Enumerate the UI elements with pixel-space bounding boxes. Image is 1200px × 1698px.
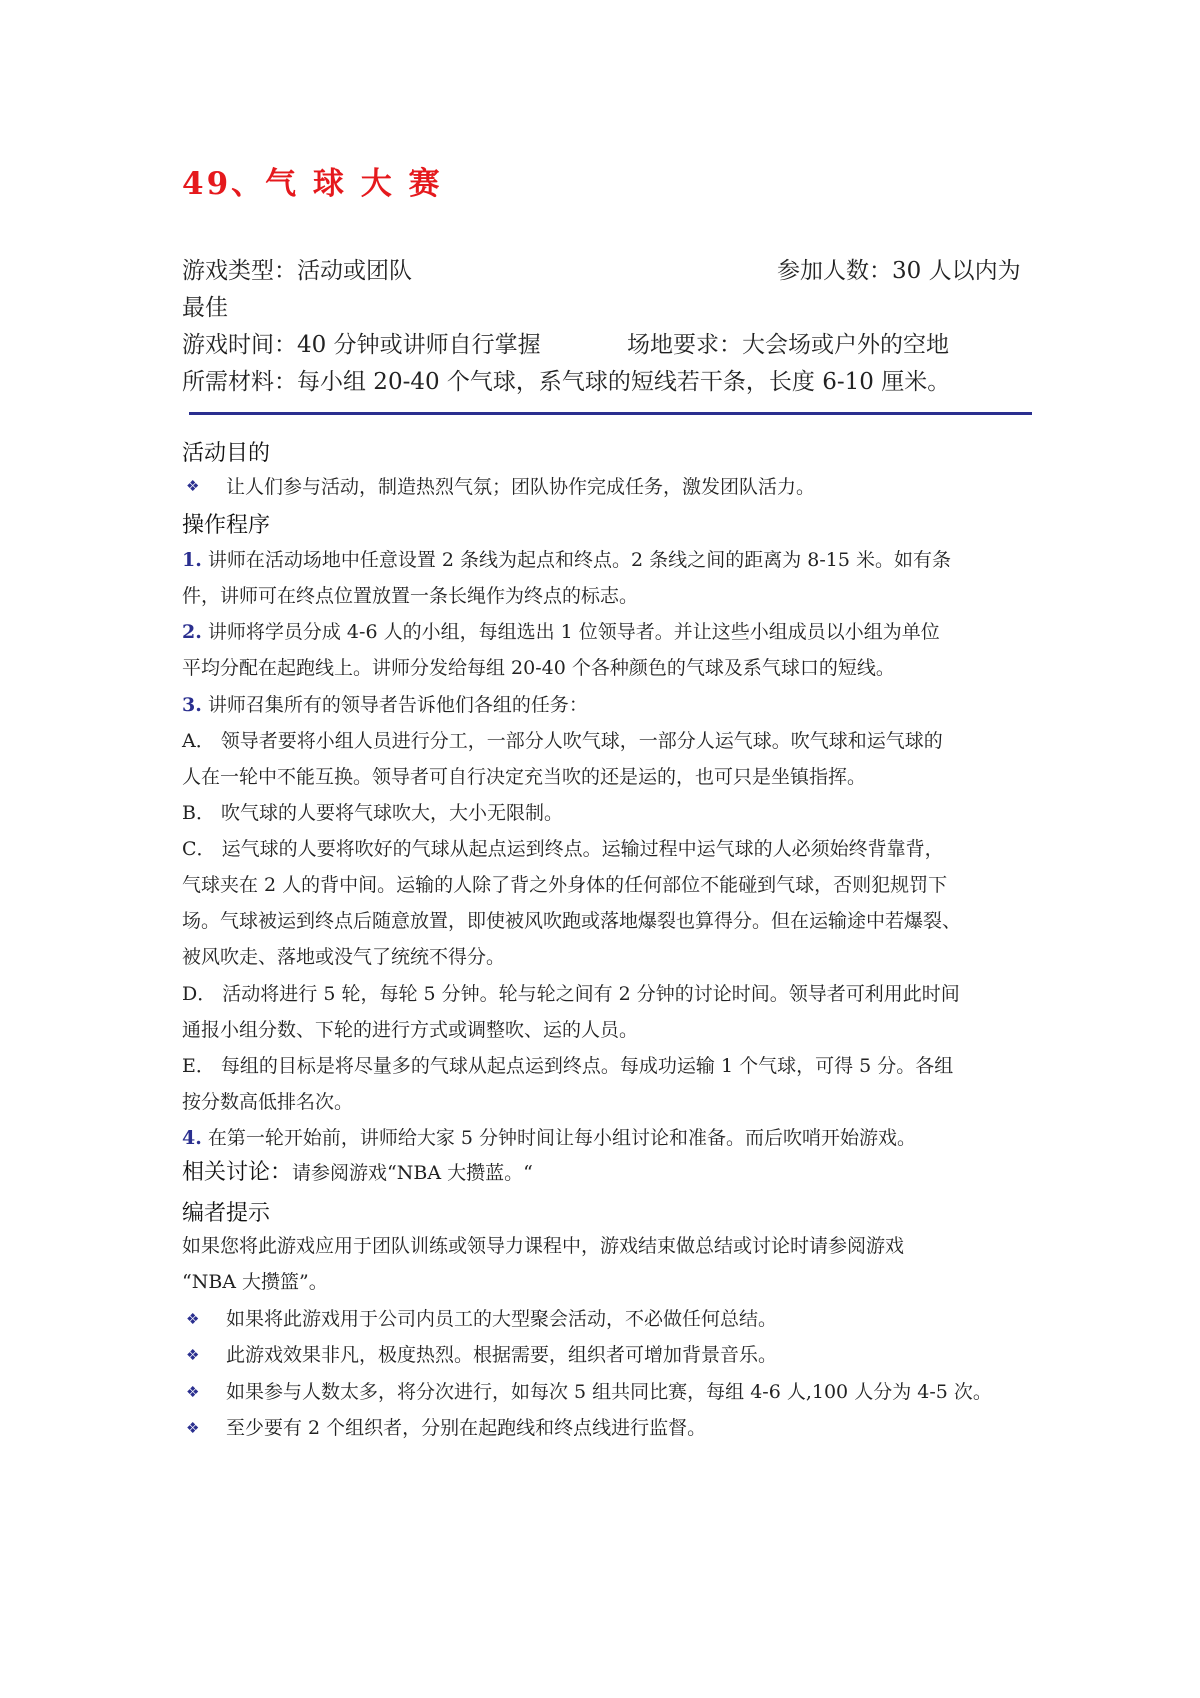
step-4-number: 4. [182,1127,202,1149]
step-4-line-1: 在第一轮开始前，讲师给大家 5 分钟时间让每小组讨论和准备。而后吹哨开始游戏。 [207,1127,917,1149]
page-title: 49、气 球 大 赛 [182,166,443,202]
rule-c-line-3: 场。气球被运到终点后随意放置，即使被风吹跑或落地爆裂也算得分。但在运输途中若爆裂、 [182,910,962,932]
purpose-text: 让人们参与活动，制造热烈气氛；团队协作完成任务，激发团队活力。 [226,476,816,498]
notes-bullet-3: 如果参与人数太多，将分次进行，如每次 5 组共同比赛，每组 4-6 人,100 人分为 4-5 次。 [226,1381,992,1403]
discussion-text: 请参阅游戏“NBA 大攒蓝。“ [292,1162,533,1184]
rule-a-line-2: 人在一轮中不能互换。领导者可自行决定充当吹的还是运的，也可只是坐镇指挥。 [182,766,867,788]
discussion-heading: 相关讨论： [182,1160,293,1185]
step-1-line-2: 件，讲师可在终点位置放置一条长绳作为终点的标志。 [182,585,639,607]
step-3 [182,687,588,723]
notes-bullet-1: 如果将此游戏用于公司内员工的大型聚会活动，不必做任何总结。 [226,1308,778,1330]
step-2-number: 2. [182,621,202,643]
notes-paragraph-line-2: “NBA 大攒篮”。 [182,1271,328,1293]
game-type: 游戏类型：活动或团队 [182,258,412,284]
step-3-number: 3. [182,694,202,716]
step-4 [182,1120,916,1156]
rule-e-line-1: E． 每组的目标是将尽量多的气球从起点运到终点。每成功运输 1 个气球，可得 5 分。各组 [182,1055,954,1077]
rule-e-line-2: 按分数高低排名次。 [182,1091,354,1113]
step-2-line-2: 平均分配在起跑线上。讲师分发给每组 20-40 个各种颜色的气球及系气球口的短线。 [182,657,895,679]
step-1 [182,542,951,578]
purpose-heading: 活动目的 [182,441,271,466]
participant-count: 参加人数：30 人以内为 [777,258,1021,284]
rule-d-line-2: 通报小组分数、下轮的进行方式或调整吹、运的人员。 [182,1019,639,1041]
discussion [182,1155,533,1191]
step-3-line-1: 讲师召集所有的领导者告诉他们各组的任务： [207,694,588,716]
materials: 所需材料：每小组 20-40 个气球，系气球的短线若干条，长度 6-10 厘米。 [182,369,951,395]
notes-bullet-4: 至少要有 2 个组织者，分别在起跑线和终点线进行监督。 [226,1417,707,1439]
step-2 [182,614,940,650]
rule-d-line-1: D． 活动将进行 5 轮，每轮 5 分钟。轮与轮之间有 2 分钟的讨论时间。领导者可利用此时间 [182,983,960,1005]
notes-heading: 编者提示 [182,1201,271,1226]
diamond-bullet-icon: ❖ [186,1310,200,1328]
rule-c-line-1: C． 运气球的人要将吹好的气球从起点运到终点。运输过程中运气球的人必须始终背靠背， [182,838,944,860]
rule-b-line-1: B． 吹气球的人要将气球吹大，大小无限制。 [182,802,564,824]
rule-c-line-4: 被风吹走、落地或没气了统统不得分。 [182,946,506,968]
section-divider [189,412,1032,415]
notes-paragraph-line-1: 如果您将此游戏应用于团队训练或领导力课程中，游戏结束做总结或讨论时请参阅游戏 [182,1235,905,1257]
rule-c-line-2: 气球夹在 2 人的背中间。运输的人除了背之外身体的任何部位不能碰到气球，否则犯规罚下 [182,874,948,896]
rule-a-line-1: A． 领导者要将小组人员进行分工，一部分人吹气球，一部分人运气球。吹气球和运气球的 [182,730,943,752]
diamond-bullet-icon: ❖ [186,477,200,495]
step-2-line-1: 讲师将学员分成 4-6 人的小组，每组选出 1 位领导者。并让这些小组成员以小组为单位 [207,621,940,643]
diamond-bullet-icon: ❖ [186,1346,200,1364]
venue-requirement: 场地要求：大会场或户外的空地 [627,332,949,358]
participant-count-cont: 最佳 [182,295,228,321]
diamond-bullet-icon: ❖ [186,1419,200,1437]
notes-bullet-2: 此游戏效果非凡，极度热烈。根据需要，组织者可增加背景音乐。 [226,1344,778,1366]
game-time: 游戏时间：40 分钟或讲师自行掌握 [182,332,541,358]
diamond-bullet-icon: ❖ [186,1383,200,1401]
step-1-number: 1. [182,549,202,571]
step-1-line-1: 讲师在活动场地中任意设置 2 条线为起点和终点。2 条线之间的距离为 8-15 米。如有条 [207,549,951,571]
procedure-heading: 操作程序 [182,513,271,538]
